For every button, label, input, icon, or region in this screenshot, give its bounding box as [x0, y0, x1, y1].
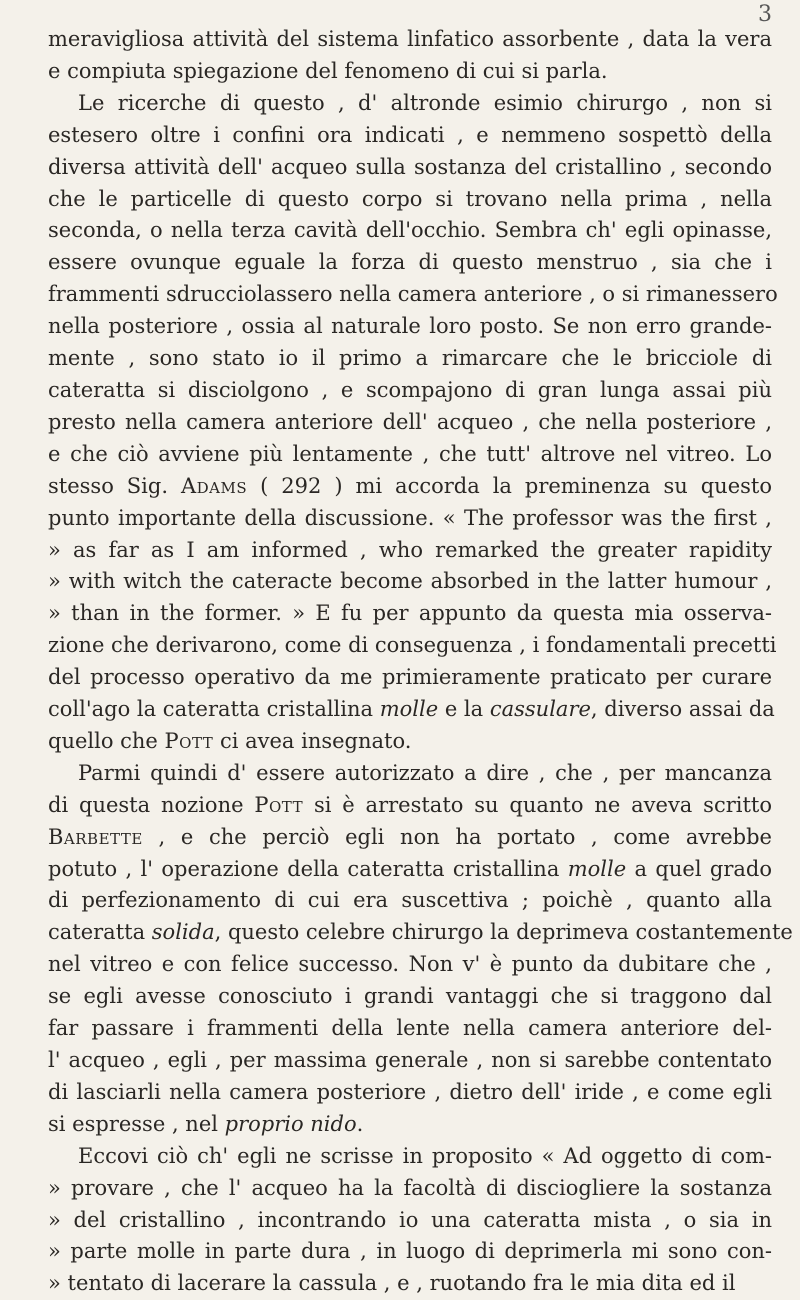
italic-term: molle [379, 697, 439, 722]
text-line [48, 1268, 772, 1300]
text-line [48, 885, 772, 917]
text-run: » as far as I am informed , who remarked the greater rapidity [48, 537, 772, 562]
paragraph [48, 1141, 772, 1300]
text-line [48, 630, 777, 662]
text-line [48, 247, 772, 279]
text-line [48, 1141, 772, 1173]
text-run: stesso Sig. [48, 473, 181, 498]
name-smallcaps: Pott [164, 728, 214, 753]
text-run: » with witch the cateracte become absorbed in the latter humour , [48, 569, 772, 594]
text-run: essere ovunque eguale la forza di questo menstruo , sia che i [48, 250, 772, 275]
text-line [48, 790, 772, 822]
text-run: ( 292 ) mi accorda la preminenza su questo [247, 473, 772, 498]
text-run: mente , sono stato io il primo a rimarcare che le bricciole di [48, 346, 772, 371]
text-run: presto nella camera anteriore dell' acqueo , che nella posteriore , [48, 409, 772, 434]
text-run: punto importante della discussione. « The professor was the first , [48, 505, 772, 530]
text-run: , questo celebre chirurgo la deprimeva costantemente [214, 920, 793, 945]
name-smallcaps: Adams [180, 473, 248, 498]
text-run: estesero oltre i confini ora indicati , e nemmeno sospettò della [48, 122, 772, 147]
paragraph [48, 88, 778, 758]
text-line [48, 981, 772, 1013]
text-run: di perfezionamento di cui era suscettiva ; poichè , quanto alla [48, 888, 772, 913]
text-run: cateratta si disciolgono , e scompajono di gran lunga assai più [48, 377, 772, 402]
text-line [48, 279, 778, 311]
text-line [48, 439, 772, 471]
text-line [48, 758, 772, 790]
text-line [48, 24, 772, 56]
text-line [48, 120, 772, 152]
italic-term: proprio nido [224, 1111, 357, 1136]
text-line [48, 662, 772, 694]
text-run: si espresse , nel [48, 1111, 225, 1136]
text-line [48, 503, 772, 535]
text-line [48, 1013, 772, 1045]
name-smallcaps: Barbette [48, 824, 143, 849]
text-line [48, 1236, 772, 1268]
text-line [48, 56, 772, 88]
text-line [48, 726, 772, 758]
body-text [48, 24, 793, 1300]
text-run: di questa nozione [48, 792, 255, 817]
text-run: potuto , l' operazione della cateratta cristallina [48, 856, 568, 881]
page-number: 3 [758, 2, 772, 27]
text-line [48, 1045, 772, 1077]
text-line [48, 566, 772, 598]
text-run: » parte molle in parte dura , in luogo di deprimerla mi sono con- [48, 1239, 772, 1264]
text-line [48, 471, 772, 503]
text-run: meravigliosa attività del sistema linfatico assorbente , data la vera [48, 27, 772, 51]
text-run: Le ricerche di questo , d' altronde esimio chirurgo , non si [78, 90, 772, 115]
text-line [48, 88, 772, 120]
text-run: ci avea insegnato. [213, 728, 412, 753]
text-run: » del cristallino , incontrando io una cateratta mista , o sia in [48, 1207, 772, 1232]
text-run: seconda, o nella terza cavità dell'occhio. Sembra ch' egli opinasse, [48, 218, 772, 243]
text-line [48, 949, 772, 981]
text-run: quello che [48, 728, 165, 753]
text-run: Eccovi ciò ch' egli ne scrisse in proposito « Ad oggetto di com- [78, 1143, 772, 1168]
text-run: Parmi quindi d' essere autorizzato a dire , che , per mancanza [78, 760, 772, 785]
text-run: » tentato di lacerare la cassula , e , ruotando fra le mia dita ed il [48, 1271, 736, 1296]
text-run: far passare i frammenti della lente nella camera anteriore del- [48, 1016, 772, 1041]
paragraph [48, 758, 793, 1141]
text-run: l' acqueo , egli , per massima generale , non si sarebbe contentato [48, 1048, 772, 1072]
text-run: se egli avesse conosciuto i grandi vantaggi che si traggono dal [48, 984, 772, 1009]
text-run: e che ciò avviene più lentamente , che tutt' altrove nel vitreo. Lo [48, 441, 772, 466]
italic-term: cassulare [489, 697, 591, 722]
text-line [48, 1109, 772, 1141]
text-run: nel vitreo e con felice successo. Non v' è punto da dubitare che , [48, 952, 772, 977]
text-line [48, 535, 772, 567]
text-run: diversa attività dell' acqueo sulla sostanza del cristallino , secondo [48, 154, 772, 179]
text-run: » than in the former. » E fu per appunto da questa mia osserva- [48, 601, 772, 626]
text-run: . [356, 1111, 364, 1136]
text-line [48, 598, 772, 630]
text-line [48, 694, 775, 726]
text-line [48, 822, 772, 854]
text-run: » provare , che l' acqueo ha la facoltà di disciogliere la sostanza [48, 1175, 772, 1200]
text-run: coll'ago la cateratta cristallina [48, 697, 380, 722]
text-run: nella posteriore , ossia al naturale loro posto. Se non erro grande- [48, 314, 772, 339]
text-run: del processo operativo da me primieramente praticato per curare [48, 665, 772, 690]
text-line [48, 917, 793, 949]
italic-term: solida [151, 920, 215, 945]
text-line [48, 1173, 772, 1205]
text-run: si è arrestato su quanto ne aveva scritto [303, 792, 772, 817]
text-line [48, 343, 772, 375]
text-line [48, 375, 772, 407]
text-run: che le particelle di questo corpo si trovano nella prima , nella [48, 186, 772, 211]
text-run: di lasciarli nella camera posteriore , dietro dell' iride , e come egli [48, 1079, 772, 1104]
italic-term: molle [567, 856, 627, 881]
text-run: a quel grado [626, 856, 772, 881]
text-line [48, 152, 772, 184]
text-run: e compiuta spiegazione del fenomeno di cui si parla. [48, 58, 608, 83]
text-run: e la [438, 697, 490, 722]
text-line [48, 854, 772, 886]
paragraph [48, 24, 772, 88]
text-run: , diverso assai da [590, 697, 775, 722]
text-run: frammenti sdrucciolassero nella camera anteriore , o si rimanessero [48, 282, 778, 307]
text-line [48, 311, 772, 343]
text-run: zione che derivarono, come di conseguenza , i fondamentali precetti [48, 633, 777, 658]
text-line [48, 184, 772, 216]
name-smallcaps: Pott [254, 792, 304, 817]
text-line [48, 1205, 772, 1237]
text-line [48, 1077, 772, 1109]
text-run: , e che perciò egli non ha portato , come avrebbe [142, 824, 772, 849]
text-line [48, 215, 772, 247]
text-run: cateratta [48, 920, 152, 945]
text-line [48, 407, 772, 439]
